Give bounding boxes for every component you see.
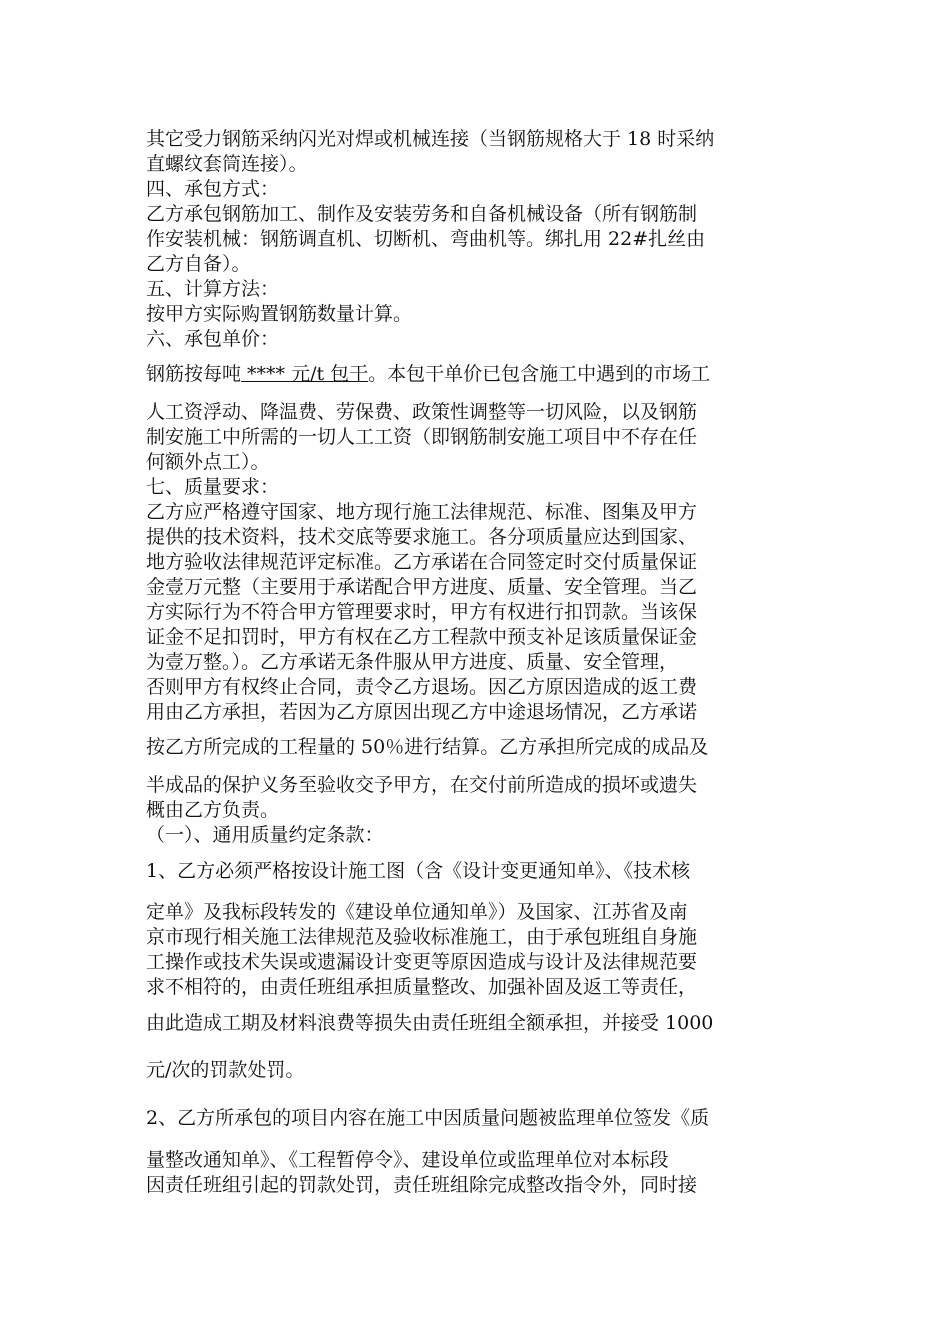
text-line: 人工资浮动、降温费、劳保费、政策性调整等一切风险，以及钢筋 xyxy=(146,401,698,423)
text-line: 地方验收法律规范评定标准。乙方承诺在合同签定时交付质量保证 xyxy=(146,551,698,573)
text-line: 乙方自备）。 xyxy=(146,253,251,275)
text-line: 京市现行相关施工法律规范及验收标准施工，由于承包班组自身施 xyxy=(146,926,698,948)
text-line: 用由乙方承担，若因为乙方原因出现乙方中途退场情况，乙方承诺 xyxy=(146,701,698,723)
text-line: 否则甲方有权终止合同，责令乙方退场。因乙方原因造成的返工费 xyxy=(146,676,698,698)
text-line: 作安装机械：钢筋调直机、切断机、弯曲机等。绑扎用 22#扎丝由 xyxy=(146,228,706,250)
price-suffix: 。本包干单价已包含施工中遇到的市场工 xyxy=(368,363,711,385)
subsection-heading: （一）、通用质量约定条款： xyxy=(146,824,384,846)
section-heading: 五、计算方法： xyxy=(146,278,280,300)
text-line: 证金不足扣罚时，甲方有权在乙方工程款中预支补足该质量保证金 xyxy=(146,626,698,648)
text-line: 为壹万整。）。乙方承诺无条件服从甲方进度、质量、安全管理， xyxy=(146,651,679,673)
text-line: 1、乙方必须严格按设计施工图（含《设计变更通知单》、《技术核 xyxy=(146,860,691,882)
text-line: 概由乙方负责。 xyxy=(146,799,280,821)
text-line: 由此造成工期及材料浪费等损失由责任班组全额承担，并接受 1000 xyxy=(146,1012,714,1034)
text-line: 乙方应严格遵守国家、地方现行施工法律规范、标准、图集及甲方 xyxy=(146,501,698,523)
text-line: 2、乙方所承包的项目内容在施工中因质量问题被监理单位签发《质 xyxy=(146,1107,710,1129)
text-line: 金壹万元整（主要用于承诺配合甲方进度、质量、安全管理。当乙 xyxy=(146,576,698,598)
text-line: 按乙方所完成的工程量的 50％进行结算。乙方承担所完成的成品及 xyxy=(146,736,709,758)
text-line: 提供的技术资料，技术交底等要求施工。各分项质量应达到国家、 xyxy=(146,526,698,548)
text-line: 方实际行为不符合甲方管理要求时，甲方有权进行扣罚款。当该保 xyxy=(146,601,698,623)
price-prefix: 钢筋按每吨 xyxy=(146,363,242,385)
text-line: 因责任班组引起的罚款处罚，责任班组除完成整改指令外，同时接 xyxy=(146,1174,698,1196)
text-line: 直螺纹套筒连接）。 xyxy=(146,153,308,175)
text-line: 工操作或技术失误或遗漏设计变更等原因造成与设计及法律规范要 xyxy=(146,951,698,973)
text-line: 量整改通知单》、《工程暂停令》、建设单位或监理单位对本标段 xyxy=(146,1149,669,1171)
section-heading: 七、质量要求： xyxy=(146,476,280,498)
section-heading: 六、承包单价： xyxy=(146,328,280,350)
section-heading: 四、承包方式： xyxy=(146,178,280,200)
text-line: 何额外点工）。 xyxy=(146,451,270,473)
text-line xyxy=(146,362,816,386)
text-line: 定单》及我标段转发的《建设单位通知单》）及国家、江苏省及南 xyxy=(146,901,688,923)
text-line: 半成品的保护义务至验收交予甲方，在交付前所造成的损坏或遗失 xyxy=(146,774,698,796)
unit-price-underlined: **** 元/t 包干 xyxy=(241,363,369,385)
text-line: 元/次的罚款处罚。 xyxy=(146,1059,305,1081)
text-line: 按甲方实际购置钢筋数量计算。 xyxy=(146,303,413,325)
text-line: 制安施工中所需的一切人工工资（即钢筋制安施工项目中不存在任 xyxy=(146,426,698,448)
text-line: 乙方承包钢筋加工、制作及安装劳务和自备机械设备（所有钢筋制 xyxy=(146,203,698,225)
text-line: 其它受力钢筋采纳闪光对焊或机械连接（当钢筋规格大于 18 时采纳 xyxy=(146,128,715,150)
text-line: 求不相符的，由责任班组承担质量整改、加强补固及返工等责任， xyxy=(146,976,698,998)
